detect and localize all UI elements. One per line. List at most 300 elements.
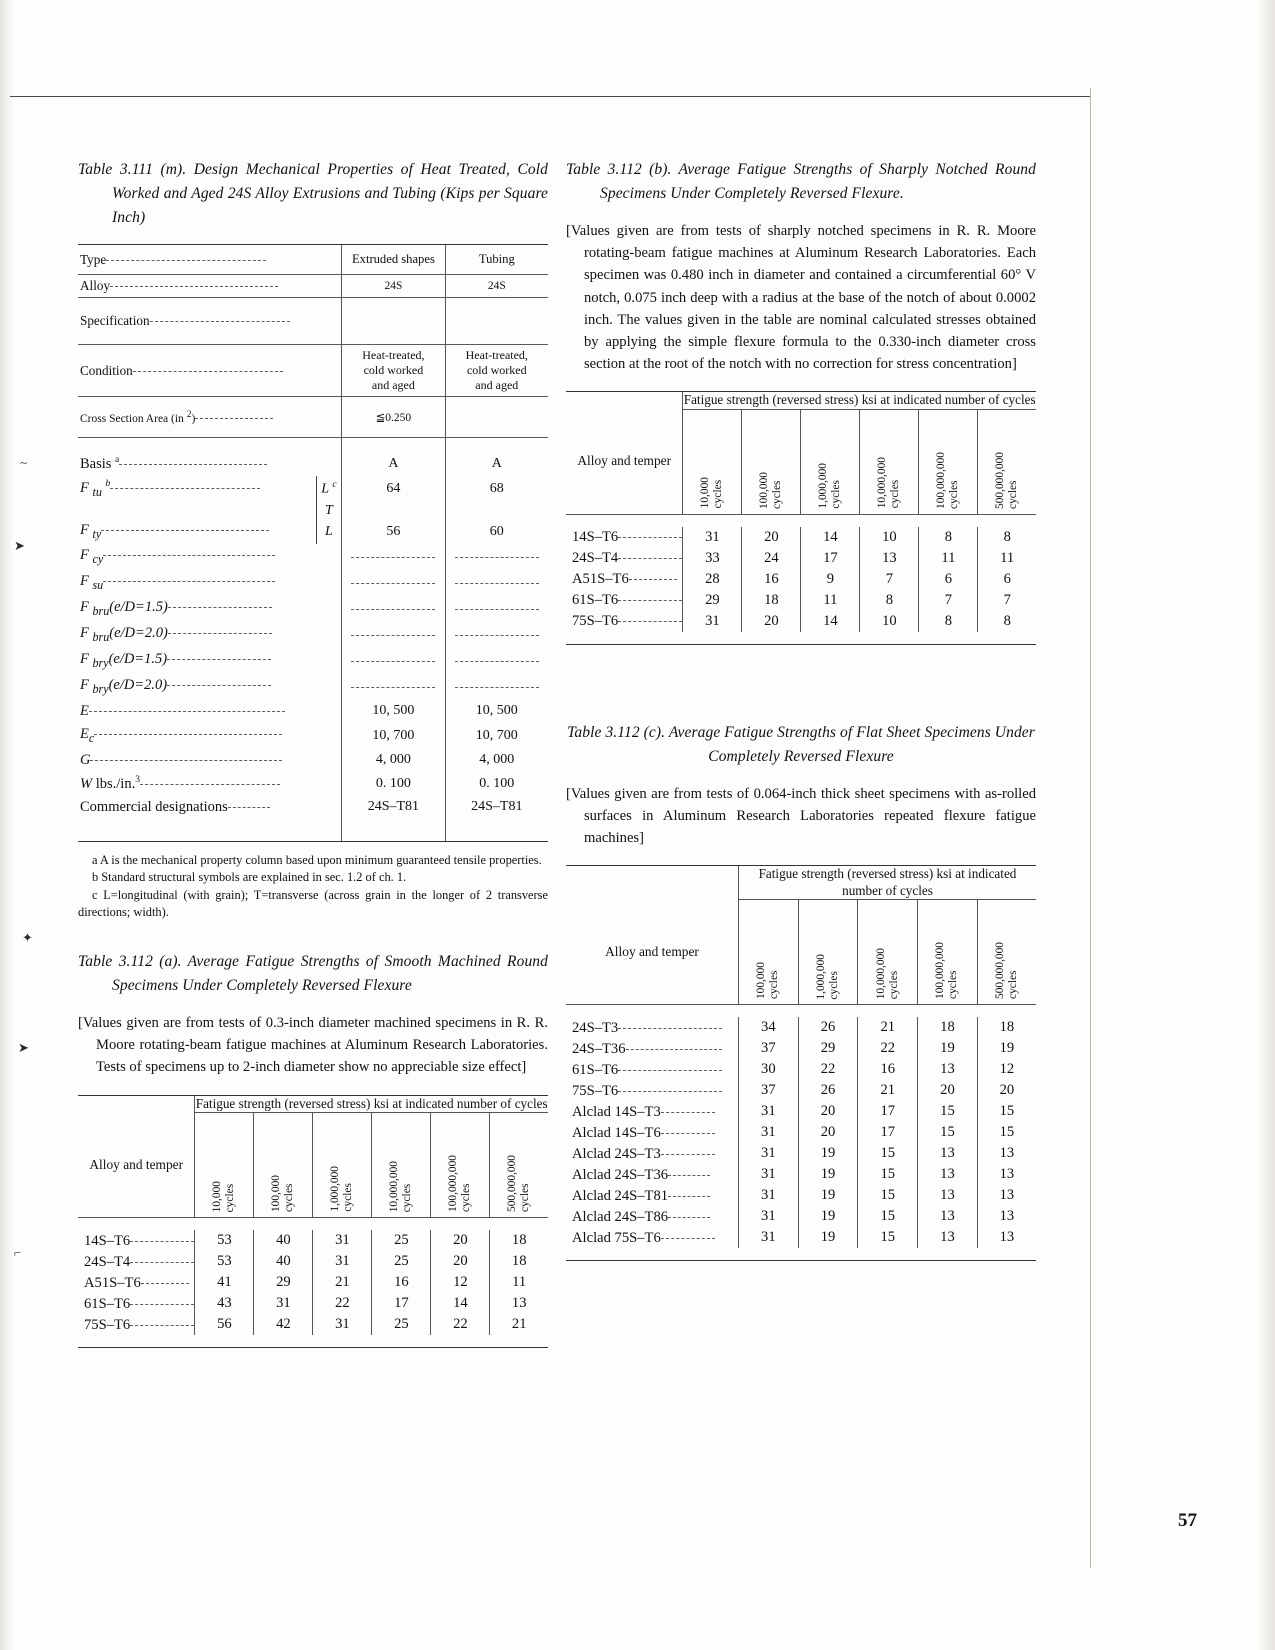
cell-value: 20 <box>798 1101 858 1122</box>
cell-value: 31 <box>683 611 742 632</box>
cell-value: 7 <box>919 590 978 611</box>
cell-value: 0. 100 <box>445 772 548 796</box>
margin-speckle: ➤ <box>18 1040 29 1055</box>
cell-value: 14 <box>801 527 860 548</box>
cell-value: 31 <box>739 1185 799 1206</box>
alloy-cell <box>78 1272 195 1293</box>
table-row <box>566 1017 1036 1038</box>
rule-cell <box>858 1005 918 1018</box>
row-label-cell <box>78 674 316 700</box>
dot-leader <box>228 799 270 808</box>
cell-value: 31 <box>739 1227 799 1248</box>
alloy-cell <box>566 1038 739 1059</box>
span-header: Fatigue strength (reversed stress) ksi at indicated number of cycles <box>683 392 1036 408</box>
alloy-name: A51S–T6 <box>84 1274 141 1291</box>
cell-value: 18 <box>977 1017 1036 1038</box>
footnote-c: c L=longitudinal (with grain); T=transverse (across grain in the longer of 2 transverse directions; width). <box>78 887 548 920</box>
cell-value: 10, 700 <box>342 723 445 749</box>
cell-value: 12 <box>977 1059 1036 1080</box>
alloy-name: 24S–T3 <box>572 1019 619 1036</box>
alloy-cell <box>566 569 683 590</box>
row-label-cell <box>78 298 316 345</box>
scan-edge-left <box>0 0 14 1650</box>
table-row <box>78 345 548 397</box>
row-label: Basis $^a$ <box>80 455 120 472</box>
row-label-cell <box>78 622 316 648</box>
alloy-cell <box>566 1101 739 1122</box>
table-312b <box>566 391 1036 645</box>
cell-value: 10, 700 <box>445 723 548 749</box>
cell-value <box>445 674 548 700</box>
cell-value: 16 <box>742 569 801 590</box>
rule-cell <box>78 1335 195 1348</box>
column-header-500000000: 500,000,000 cycles <box>977 900 1036 1005</box>
cell-value: 13 <box>918 1143 978 1164</box>
cell-value: 15 <box>977 1101 1036 1122</box>
rule-cell <box>372 1335 431 1348</box>
cell-value: 13 <box>977 1185 1036 1206</box>
column-header-500000000: 500,000,000 cycles <box>978 409 1036 514</box>
rule-cell <box>798 1005 858 1018</box>
rule-cell <box>801 514 860 527</box>
row-label: Alloy <box>80 278 111 294</box>
table-row <box>566 409 1036 514</box>
dot-leader <box>140 776 280 785</box>
cell-value: 10, 500 <box>342 700 445 723</box>
rule-cell <box>978 632 1036 645</box>
cell-value: 11 <box>801 590 860 611</box>
cell-value: 30 <box>739 1059 799 1080</box>
cell-value: 13 <box>918 1206 978 1227</box>
table-row <box>566 1206 1036 1227</box>
table-row <box>566 900 1036 1005</box>
cell-value: 31 <box>683 527 742 548</box>
column-header-extruded: Extruded shapes <box>342 245 445 275</box>
row-spacer <box>78 438 316 453</box>
direction-cell <box>316 275 342 298</box>
table-311m-title: Table 3.111 (m). Design Mechanical Properties of Heat Treated, Cold Worked and Aged 24S Alloy Extrusions and Tubing (Kips per Square Inch) <box>78 161 548 227</box>
table-row <box>78 503 548 519</box>
table-row <box>78 622 548 648</box>
table-row <box>78 245 548 275</box>
table-row <box>78 819 548 842</box>
rule-cell <box>919 514 978 527</box>
cell-value: 4, 000 <box>445 749 548 772</box>
right-column <box>566 158 1036 1261</box>
row-label: F $_{bry}$(e/D=2.0) <box>80 676 168 696</box>
row-label: Commercial designations <box>80 798 228 815</box>
cell-value: 29 <box>683 590 742 611</box>
cell-value <box>445 819 548 842</box>
direction-cell <box>316 570 342 596</box>
cell-value: 31 <box>313 1230 372 1251</box>
direction-cell <box>316 749 342 772</box>
direction-cell <box>316 648 342 674</box>
cell-value: 11 <box>919 548 978 569</box>
dot-leader <box>110 480 260 489</box>
dot-leader <box>103 573 275 582</box>
table-row <box>566 392 1036 410</box>
table-row <box>566 1059 1036 1080</box>
row-label-cell <box>78 397 316 438</box>
cell-value: 21 <box>313 1272 372 1293</box>
table-row <box>78 519 548 545</box>
column-header-1000000: 1,000,000 cycles <box>798 900 858 1005</box>
table-row <box>78 1251 548 1272</box>
alloy-name: Alclad 75S–T6 <box>572 1229 661 1246</box>
cell-value: 22 <box>431 1314 490 1335</box>
alloy-cell <box>566 1143 739 1164</box>
cell-value: 14 <box>801 611 860 632</box>
dot-leader <box>119 456 267 465</box>
rule-cell <box>566 1005 739 1018</box>
cell-value: 20 <box>918 1080 978 1101</box>
dot-leader <box>106 252 266 261</box>
column-header-1000000: 1,000,000 cycles <box>313 1113 372 1218</box>
table-row <box>566 611 1036 632</box>
cell-value: 24S–T81 <box>342 796 445 819</box>
cell-value: 17 <box>372 1293 431 1314</box>
page-top-rule <box>10 96 1090 97</box>
cell-value <box>342 648 445 674</box>
cell-value <box>342 438 445 453</box>
cell-value: 56 <box>195 1314 254 1335</box>
direction-cell: L $^c$ <box>316 476 342 503</box>
cell-value: 13 <box>918 1164 978 1185</box>
table-312c-note: [Values given are from tests of 0.064-inch thick sheet specimens with as-rolled surfaces in Aluminum Research Laboratories repeated flexure fatigue machines] <box>566 785 1036 847</box>
cell-value <box>445 596 548 622</box>
cell-value: 8 <box>978 611 1036 632</box>
row-label: F $_{bry}$(e/D=1.5) <box>80 651 168 670</box>
table-row <box>566 1143 1036 1164</box>
table-row <box>78 298 548 345</box>
page-number: 57 <box>1178 1510 1197 1531</box>
table-312b-title: Table 3.112 (b). Average Fatigue Strengths of Sharply Notched Round Specimens Under Completely Reversed Flexure. <box>566 161 1036 203</box>
table-row <box>566 1164 1036 1185</box>
row-label: G <box>80 751 91 768</box>
cell-value: 16 <box>858 1059 918 1080</box>
cell-value: Heat-treated, cold worked and aged <box>445 345 548 397</box>
alloy-cell <box>78 1251 195 1272</box>
cell-value: 20 <box>742 611 801 632</box>
table-row <box>566 527 1036 548</box>
cell-value: 12 <box>431 1272 490 1293</box>
table-row <box>78 700 548 723</box>
cell-value: 31 <box>739 1101 799 1122</box>
cell-value: 24S <box>445 275 548 298</box>
table-row <box>78 1314 548 1335</box>
cell-value: 15 <box>858 1143 918 1164</box>
row-label: F $_{bru}$(e/D=2.0) <box>80 625 168 645</box>
row-label-cell <box>78 700 316 723</box>
cell-value: 17 <box>801 548 860 569</box>
cell-value: 7 <box>978 590 1036 611</box>
alloy-name: 24S–T4 <box>572 550 619 567</box>
cell-value: 19 <box>977 1038 1036 1059</box>
cell-value: 13 <box>490 1293 548 1314</box>
table-row <box>78 544 548 570</box>
dot-leader <box>150 313 290 322</box>
row-label-cell <box>78 275 316 298</box>
alloy-cell <box>78 1230 195 1251</box>
rule-cell <box>195 1218 254 1231</box>
cell-value <box>342 544 445 570</box>
cell-value: 60 <box>445 519 548 545</box>
rule-cell <box>372 1218 431 1231</box>
cell-value: 53 <box>195 1251 254 1272</box>
row-label: F $_{tu}$ $^b$ <box>80 478 111 499</box>
row-header-label: Alloy and temper <box>89 1156 184 1172</box>
row-label-cell <box>78 723 316 749</box>
page-right-rule <box>1090 88 1091 1568</box>
cell-value: 41 <box>195 1272 254 1293</box>
cell-value <box>342 503 445 519</box>
cell-value: 19 <box>918 1038 978 1059</box>
cell-value: 25 <box>372 1314 431 1335</box>
span-header: Fatigue strength (reversed stress) ksi at indicated number of cycles <box>739 866 1037 900</box>
cell-value <box>342 819 445 842</box>
cell-value: 20 <box>431 1251 490 1272</box>
alloy-name: 24S–T4 <box>84 1253 131 1270</box>
cell-value <box>342 674 445 700</box>
table-row <box>78 397 548 438</box>
table-312a <box>78 1095 548 1349</box>
cell-value: 11 <box>978 548 1036 569</box>
alloy-name: 61S–T6 <box>84 1295 131 1312</box>
cell-value: 13 <box>977 1164 1036 1185</box>
row-label: $E_c$ <box>80 725 95 745</box>
dot-leader <box>89 703 285 712</box>
table-row <box>78 1095 548 1113</box>
rule-cell <box>739 1005 799 1018</box>
rule-cell <box>431 1218 490 1231</box>
cell-value: 20 <box>431 1230 490 1251</box>
alloy-name: 75S–T6 <box>572 613 619 630</box>
direction-cell <box>316 700 342 723</box>
rule-cell <box>78 1218 195 1231</box>
table-row <box>78 796 548 819</box>
column-header-10000000: 10,000,000 cycles <box>858 900 918 1005</box>
cell-value: 13 <box>918 1227 978 1248</box>
cell-value: 68 <box>445 476 548 503</box>
cell-value: 16 <box>372 1272 431 1293</box>
alloy-name: 24S–T36 <box>572 1040 626 1057</box>
table-row <box>566 548 1036 569</box>
rule-cell <box>683 632 742 645</box>
table-row <box>78 596 548 622</box>
cell-value: 10 <box>860 611 919 632</box>
cell-value: 8 <box>919 527 978 548</box>
alloy-cell <box>566 527 683 548</box>
cell-value: 31 <box>254 1293 313 1314</box>
margin-speckle: ⌐ <box>14 1245 22 1260</box>
cell-value <box>445 622 548 648</box>
row-label-cell <box>78 245 316 275</box>
row-label-cell <box>78 796 316 819</box>
rule-cell <box>860 632 919 645</box>
footnote-a: a A is the mechanical property column based upon minimum guaranteed tensile properties. <box>92 852 542 867</box>
cell-value: 15 <box>858 1185 918 1206</box>
cell-value <box>342 596 445 622</box>
rule-cell <box>566 632 683 645</box>
column-header-100000000: 100,000,000 cycles <box>918 900 978 1005</box>
table-row <box>78 1113 548 1218</box>
alloy-name: Alclad 24S–T3 <box>572 1145 661 1162</box>
row-label: Specification <box>80 313 150 329</box>
cell-value: 22 <box>313 1293 372 1314</box>
alloy-cell <box>566 1017 739 1038</box>
dot-leader <box>94 726 282 735</box>
cell-value <box>342 298 445 345</box>
cell-value: 34 <box>739 1017 799 1038</box>
column-header-10000000: 10,000,000 cycles <box>372 1113 431 1218</box>
direction-cell <box>316 819 342 842</box>
cell-value: 8 <box>860 590 919 611</box>
cell-value: 31 <box>313 1314 372 1335</box>
table-311m <box>78 244 548 842</box>
cell-value: 14 <box>431 1293 490 1314</box>
dot-leader <box>195 410 273 419</box>
cell-value: 25 <box>372 1230 431 1251</box>
column-header-100000000: 100,000,000 cycles <box>431 1113 490 1218</box>
table-row <box>78 1335 548 1348</box>
direction-cell <box>316 544 342 570</box>
row-label-cell <box>78 544 316 570</box>
cell-value: 13 <box>977 1227 1036 1248</box>
column-header-10000: 10,000 cycles <box>683 409 742 514</box>
cell-value: 15 <box>858 1206 918 1227</box>
direction-cell <box>316 345 342 397</box>
table-row <box>78 772 548 796</box>
table-row <box>78 723 548 749</box>
cell-value: 20 <box>742 527 801 548</box>
cell-value: 15 <box>858 1227 918 1248</box>
direction-cell <box>316 622 342 648</box>
table-row <box>566 1005 1036 1018</box>
cell-value: 37 <box>739 1038 799 1059</box>
cell-value: 25 <box>372 1251 431 1272</box>
alloy-cell <box>566 611 683 632</box>
direction-cell <box>316 723 342 749</box>
alloy-name: 14S–T6 <box>572 529 619 546</box>
dot-leader <box>133 363 283 372</box>
rule-cell <box>919 632 978 645</box>
table-row <box>78 674 548 700</box>
cell-value: 56 <box>342 519 445 545</box>
corner-cell <box>566 866 739 900</box>
rule-cell <box>195 1335 254 1348</box>
row-label-cell <box>78 648 316 674</box>
cell-value: 17 <box>858 1122 918 1143</box>
table-row <box>566 1080 1036 1101</box>
rule-cell <box>490 1218 548 1231</box>
alloy-name: Alclad 14S–T3 <box>572 1103 661 1120</box>
cell-value: 11 <box>490 1272 548 1293</box>
direction-cell: T <box>316 503 342 519</box>
cell-value: 24S <box>342 275 445 298</box>
cell-value: 31 <box>739 1206 799 1227</box>
cell-value: 18 <box>490 1230 548 1251</box>
cell-value: 18 <box>490 1251 548 1272</box>
row-label-cell <box>78 596 316 622</box>
margin-speckle: ~ <box>20 455 28 470</box>
rule-cell <box>683 514 742 527</box>
table-row <box>78 1218 548 1231</box>
cell-value: 21 <box>858 1017 918 1038</box>
table-312c <box>566 865 1036 1261</box>
dot-leader <box>168 599 272 608</box>
cell-value: ≦0.250 <box>342 397 445 438</box>
alloy-name: Alclad 14S–T6 <box>572 1124 661 1141</box>
corner-cell <box>566 392 683 410</box>
cell-value: 26 <box>798 1017 858 1038</box>
row-label-cell <box>78 503 316 519</box>
dot-leader <box>167 677 271 686</box>
cell-value <box>445 503 548 519</box>
row-label: F $_{cy}$ <box>80 547 104 567</box>
table-312c-title: Table 3.112 (c). Average Fatigue Strengths of Flat Sheet Specimens Under Completely Reversed Flexure <box>567 723 1035 765</box>
row-label: Condition <box>80 362 133 378</box>
row-header-label: Alloy and temper <box>605 944 699 960</box>
table-row <box>78 749 548 772</box>
table-311m-footnotes <box>78 852 548 922</box>
rule-cell <box>860 514 919 527</box>
row-label-cell <box>78 345 316 397</box>
table-312a-note: [Values given are from tests of 0.3-inch diameter machined specimens in R. R. Moore rotating-beam fatigue machines at Aluminum Research Laboratories. Tests of specimens up to 2-inch diameter show no appreciable size effect] <box>78 1015 548 1076</box>
table-row <box>78 1293 548 1314</box>
cell-value: 20 <box>798 1122 858 1143</box>
dot-leader <box>167 651 271 660</box>
rule-cell <box>254 1335 313 1348</box>
alloy-name: 61S–T6 <box>572 1061 619 1078</box>
direction-cell <box>316 245 342 275</box>
direction-cell <box>316 674 342 700</box>
cell-value: 8 <box>919 611 978 632</box>
cell-value: 40 <box>254 1251 313 1272</box>
cell-value: 64 <box>342 476 445 503</box>
cell-value: 13 <box>977 1206 1036 1227</box>
table-row <box>78 275 548 298</box>
dot-leader <box>168 625 272 634</box>
alloy-cell <box>566 1185 739 1206</box>
cell-value: 18 <box>918 1017 978 1038</box>
cell-value: 19 <box>798 1143 858 1164</box>
left-column <box>78 158 548 1348</box>
scan-edge-right <box>1257 0 1275 1650</box>
column-header-1000000: 1,000,000 cycles <box>801 409 860 514</box>
row-label: F $_{bru}$(e/D=1.5) <box>80 599 168 619</box>
alloy-cell <box>566 548 683 569</box>
column-header-10000: 10,000 cycles <box>195 1113 254 1218</box>
alloy-name: Alclad 24S–T81 <box>572 1187 669 1204</box>
cell-value: 29 <box>798 1038 858 1059</box>
alloy-name: 14S–T6 <box>84 1232 131 1249</box>
rule-cell <box>742 632 801 645</box>
table-row <box>78 452 548 476</box>
cell-value: 13 <box>860 548 919 569</box>
cell-value: 7 <box>860 569 919 590</box>
alloy-cell <box>78 1314 195 1335</box>
alloy-cell <box>566 590 683 611</box>
cell-value <box>445 544 548 570</box>
table-row <box>78 570 548 596</box>
cell-value: 0. 100 <box>342 772 445 796</box>
rule-cell <box>977 1005 1036 1018</box>
row-label-cell <box>78 519 316 545</box>
row-label-cell <box>78 476 316 503</box>
cell-value: 4, 000 <box>342 749 445 772</box>
table-row <box>566 1122 1036 1143</box>
